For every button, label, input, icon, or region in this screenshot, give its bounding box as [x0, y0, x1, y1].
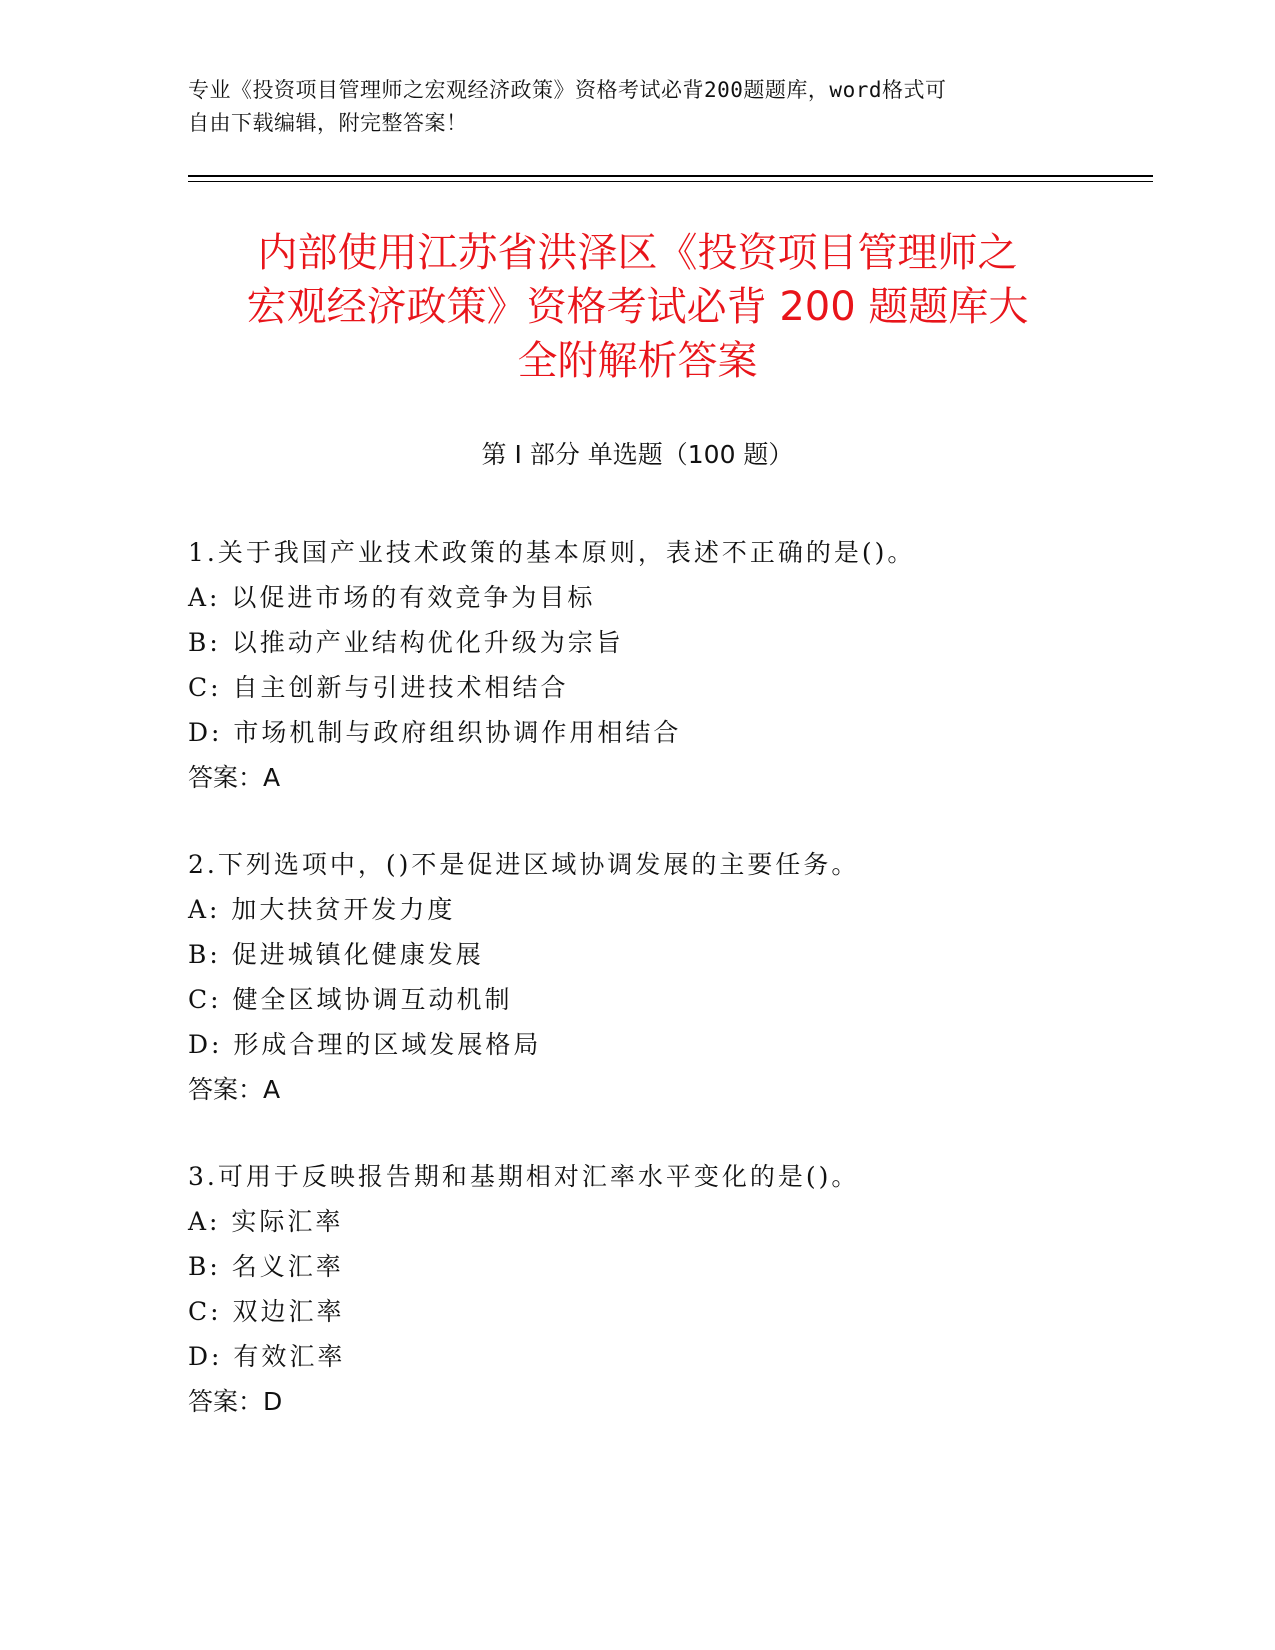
- header-note-line-1: 专业《投资项目管理师之宏观经济政策》资格考试必背200题题库，word格式可: [188, 78, 947, 102]
- question-item: [188, 842, 1148, 1112]
- option-b: B: 以推动产业结构优化升级为宗旨: [188, 628, 624, 657]
- option-d: D: 有效汇率: [188, 1342, 346, 1371]
- header-rule-thin: [188, 181, 1153, 182]
- answer-label: 答案：A: [188, 1075, 281, 1104]
- option-c: C: 健全区域协调互动机制: [188, 985, 513, 1014]
- question-list: [188, 530, 1148, 1466]
- question-stem: 2.下列选项中，()不是促进区域协调发展的主要任务。: [188, 850, 860, 879]
- document-title: [150, 226, 1125, 388]
- section-title: 第 I 部分 单选题（100 题）: [481, 440, 794, 469]
- document-title-line-2: 宏观经济政策》资格考试必背 200 题题库大: [246, 284, 1029, 330]
- option-c: C: 自主创新与引进技术相结合: [188, 673, 569, 702]
- option-b: B: 促进城镇化健康发展: [188, 940, 484, 969]
- header-note: [188, 74, 1088, 140]
- option-a: A: 实际汇率: [188, 1207, 344, 1236]
- header-note-line-2: 自由下载编辑，附完整答案！: [188, 111, 468, 135]
- option-a: A: 以促进市场的有效竞争为目标: [188, 583, 596, 612]
- question-stem: 1.关于我国产业技术政策的基本原则，表述不正确的是()。: [188, 538, 916, 567]
- option-d: D: 市场机制与政府组织协调作用相结合: [188, 718, 682, 747]
- document-title-line-1: 内部使用江苏省洪泽区《投资项目管理师之: [257, 230, 1018, 276]
- answer-label: 答案：D: [188, 1387, 283, 1416]
- question-item: [188, 530, 1148, 800]
- header-rule-thick: [188, 175, 1153, 177]
- question-stem: 3.可用于反映报告期和基期相对汇率水平变化的是()。: [188, 1162, 860, 1191]
- question-item: [188, 1154, 1148, 1424]
- document-title-line-3: 全附解析答案: [517, 338, 758, 384]
- option-c: C: 双边汇率: [188, 1297, 345, 1326]
- option-d: D: 形成合理的区域发展格局: [188, 1030, 542, 1059]
- option-b: B: 名义汇率: [188, 1252, 344, 1281]
- option-a: A: 加大扶贫开发力度: [188, 895, 456, 924]
- answer-label: 答案：A: [188, 763, 281, 792]
